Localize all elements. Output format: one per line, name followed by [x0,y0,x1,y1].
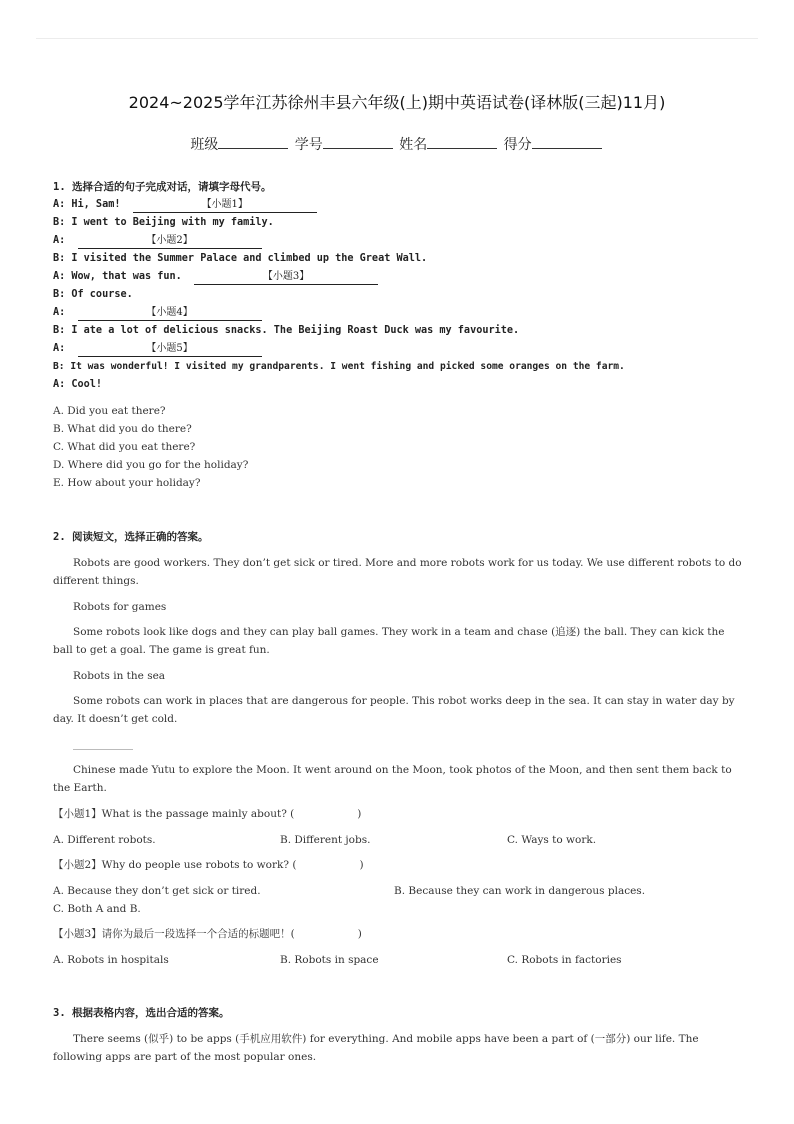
q1-option-b: B. What did you do there? [53,423,192,435]
q2-paragraph-2: Some robots look like dogs and they can play ball games. They work in a team and chase (追逐) the ball. They can kick the ball to get a goal. The game is great fun. [53,626,725,656]
dialog-line-3 [53,234,262,249]
number-label: 学号 [294,137,323,153]
q2-heading: 2. 阅读短文，选择正确的答案。 [53,531,209,543]
q1-option-c: C. What did you eat there? [53,441,196,453]
q2-sub1-option-c: C. Ways to work. [507,834,597,846]
q1-option-a: A. Did you eat there? [53,405,166,417]
dialog-text: A: Wow, that was fun. [53,271,182,282]
q2-sub1-question: 【小题1】What is the passage mainly about? ( ) [53,808,362,820]
answer-blank-1[interactable]: 【小题1】 [133,198,317,213]
q1-option-e: E. How about your holiday? [53,477,201,489]
student-info-row [0,134,794,154]
q2-sub3-option-c: C. Robots in factories [507,954,622,966]
answer-blank-3[interactable]: 【小题3】 [194,270,378,285]
q3-paragraph-1: There seems (似乎) to be apps (手机应用软件) for everything. And mobile apps have been a part of (一部分) our life. The following apps are part of the most popular ones. [53,1033,699,1063]
dialog-text: A: [53,307,66,318]
q2-sub2-question: 【小题2】Why do people use robots to work? ( ) [53,859,364,871]
dialog-line-7 [53,306,262,321]
q2-sub2-option-a: A. Because they don’t get sick or tired. [53,885,261,897]
answer-blank-5[interactable]: 【小题5】 [78,342,262,357]
dialog-line-5 [53,270,378,285]
dialog-line-6: B: Of course. [53,289,133,300]
q2-sub2-option-b: B. Because they can work in dangerous places. [394,885,646,897]
q1-option-d: D. Where did you go for the holiday? [53,459,249,471]
q2-sub3-option-a: A. Robots in hospitals [53,954,169,966]
q1-heading: 1. 选择合适的句子完成对话，请填字母代号。 [53,181,272,193]
number-blank[interactable] [323,136,393,149]
dialog-text: A: Hi, Sam! [53,199,121,210]
q2-paragraph-4: Chinese made Yutu to explore the Moon. It went around on the Moon, took photos of the Moon, and then sent them back to the Earth. [53,764,732,794]
score-label: 得分 [503,137,532,153]
name-label: 姓名 [399,137,428,153]
q2-sub3-option-b: B. Robots in space [280,954,379,966]
missing-title-line [73,749,133,750]
dialog-line-8: B: I ate a lot of delicious snacks. The Beijing Roast Duck was my favourite. [53,325,520,336]
dialog-line-2: B: I went to Beijing with my family. [53,217,274,228]
q2-sub2-option-c: C. Both A and B. [53,903,141,915]
q2-paragraph-3: Some robots can work in places that are dangerous for people. This robot works deep in the sea. It can stay in water day by day. It doesn’t get cold. [53,695,735,725]
class-blank[interactable] [218,136,288,149]
page-title: 2024~2025学年江苏徐州丰县六年级(上)期中英语试卷(译林版(三起)11月) [128,93,666,112]
dialog-line-4: B: I visited the Summer Palace and climbed up the Great Wall. [53,253,428,264]
q2-subheading-games: Robots for games [73,601,167,613]
q2-paragraph-1: Robots are good workers. They don’t get sick or tired. More and more robots work for us today. We use different robots to do different things. [53,557,742,587]
top-divider [36,38,758,39]
q3-heading: 3. 根据表格内容，选出合适的答案。 [53,1007,230,1019]
score-blank[interactable] [532,136,602,149]
dialog-text: A: [53,235,66,246]
dialog-line-1 [53,198,317,213]
dialog-line-10: B: It was wonderful! I visited my grandparents. I went fishing and picked some oranges on the farm. [53,361,625,372]
dialog-text: A: [53,343,66,354]
dialog-line-9 [53,342,262,357]
dialog-line-11: A: Cool! [53,379,103,390]
q2-sub3-question: 【小题3】请你为最后一段选择一个合适的标题吧！( ) [53,928,362,940]
q2-sub1-option-a: A. Different robots. [53,834,156,846]
answer-blank-2[interactable]: 【小题2】 [78,234,262,249]
name-blank[interactable] [427,136,497,149]
q2-sub1-option-b: B. Different jobs. [280,834,371,846]
answer-blank-4[interactable]: 【小题4】 [78,306,262,321]
q2-subheading-sea: Robots in the sea [73,670,166,682]
class-label: 班级 [190,137,219,153]
